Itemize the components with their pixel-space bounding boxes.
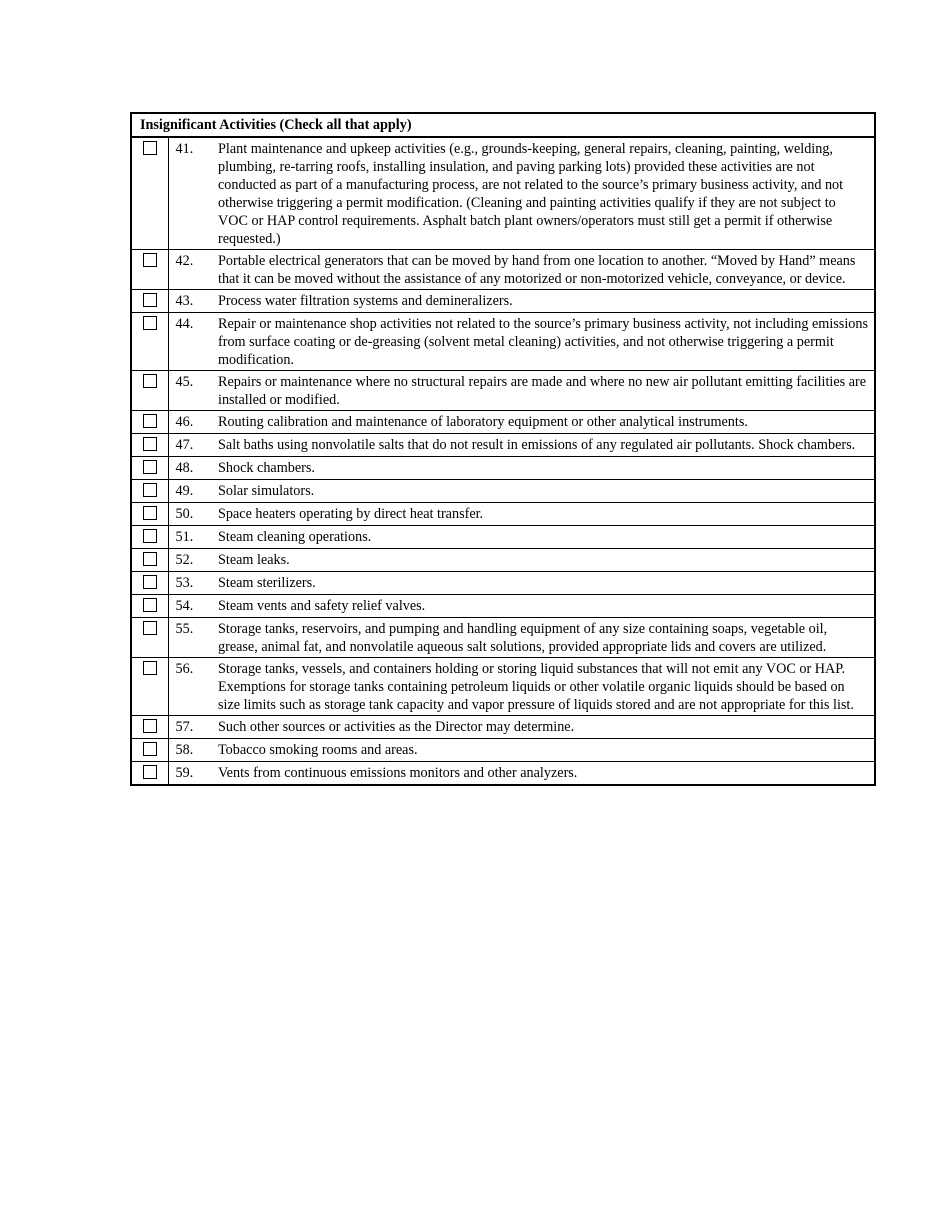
item-description: Process water filtration systems and demineralizers. [218, 290, 875, 313]
activity-row [131, 503, 875, 526]
item-number: 53. [168, 572, 218, 595]
item-description: Repairs or maintenance where no structural repairs are made and where no new air pollutant emitting facilities are installed or modified. [218, 371, 875, 411]
item-description: Vents from continuous emissions monitors and other analyzers. [218, 762, 875, 786]
item-description: Storage tanks, reservoirs, and pumping and handling equipment of any size containing soaps, vegetable oil, grease, animal fat, and nonvolatile aqueous salt solutions, provided appropriate lids and covers are utilized. [218, 618, 875, 658]
checkbox-cell [131, 503, 168, 526]
checkbox-cell [131, 762, 168, 786]
activity-checkbox[interactable] [143, 765, 157, 779]
checkbox-cell [131, 739, 168, 762]
item-description: Such other sources or activities as the Director may determine. [218, 716, 875, 739]
item-number: 42. [168, 250, 218, 290]
item-description: Routing calibration and maintenance of laboratory equipment or other analytical instruments. [218, 411, 875, 434]
activity-checkbox[interactable] [143, 253, 157, 267]
item-number: 41. [168, 137, 218, 250]
activity-row [131, 290, 875, 313]
item-description: Shock chambers. [218, 457, 875, 480]
activity-checkbox[interactable] [143, 437, 157, 451]
table-header: Insignificant Activities (Check all that apply) [131, 113, 875, 137]
item-description: Steam vents and safety relief valves. [218, 595, 875, 618]
activity-row [131, 572, 875, 595]
activity-row [131, 595, 875, 618]
item-number: 45. [168, 371, 218, 411]
checkbox-cell [131, 716, 168, 739]
checkbox-cell [131, 411, 168, 434]
item-number: 54. [168, 595, 218, 618]
activity-checkbox[interactable] [143, 529, 157, 543]
activity-row [131, 480, 875, 503]
activity-row [131, 313, 875, 371]
item-description: Storage tanks, vessels, and containers holding or storing liquid substances that will not emit any VOC or HAP. Exemptions for storage tanks containing petroleum liquids or other volatile organic liquids should be based on size limits such as storage tank capacity and vapor pressure of liquids stored and are not appropriate for this list. [218, 658, 875, 716]
checkbox-cell [131, 480, 168, 503]
checkbox-cell [131, 595, 168, 618]
activity-checkbox[interactable] [143, 414, 157, 428]
activity-row [131, 739, 875, 762]
activity-checkbox[interactable] [143, 141, 157, 155]
item-description: Plant maintenance and upkeep activities (e.g., grounds-keeping, general repairs, cleaning, painting, welding, plumbing, re-tarring roofs, installing insulation, and paving parking lots) provided these activities are not conducted as part of a manufacturing process, are not related to the source’s primary business activity, and not otherwise triggering a permit modification. (Cleaning and painting activities qualify if they are not subject to VOC or HAP control requirements. Asphalt batch plant owners/operators must still get a permit if otherwise requested.) [218, 137, 875, 250]
activity-checkbox[interactable] [143, 374, 157, 388]
activity-row [131, 618, 875, 658]
checkbox-cell [131, 371, 168, 411]
activity-checkbox[interactable] [143, 293, 157, 307]
item-description: Steam leaks. [218, 549, 875, 572]
item-description: Salt baths using nonvolatile salts that do not result in emissions of any regulated air pollutants. Shock chambers. [218, 434, 875, 457]
activity-checkbox[interactable] [143, 598, 157, 612]
item-number: 55. [168, 618, 218, 658]
activity-checkbox[interactable] [143, 661, 157, 675]
item-number: 49. [168, 480, 218, 503]
activity-row [131, 716, 875, 739]
activity-row [131, 526, 875, 549]
item-number: 58. [168, 739, 218, 762]
item-number: 43. [168, 290, 218, 313]
activity-row [131, 250, 875, 290]
item-number: 46. [168, 411, 218, 434]
table-header-row [131, 113, 875, 137]
activity-checkbox[interactable] [143, 719, 157, 733]
activity-row [131, 137, 875, 250]
item-number: 47. [168, 434, 218, 457]
checkbox-cell [131, 290, 168, 313]
checkbox-cell [131, 313, 168, 371]
item-number: 57. [168, 716, 218, 739]
checkbox-cell [131, 618, 168, 658]
activity-row [131, 434, 875, 457]
checkbox-cell [131, 457, 168, 480]
checkbox-cell [131, 526, 168, 549]
checkbox-cell [131, 137, 168, 250]
activity-checkbox[interactable] [143, 552, 157, 566]
activity-checkbox[interactable] [143, 575, 157, 589]
item-number: 50. [168, 503, 218, 526]
item-description: Repair or maintenance shop activities not related to the source’s primary business activity, not including emissions from surface coating or de-greasing (solvent metal cleaning) activities, and not otherwise triggering a permit modification. [218, 313, 875, 371]
item-description: Steam sterilizers. [218, 572, 875, 595]
item-description: Solar simulators. [218, 480, 875, 503]
item-description: Portable electrical generators that can be moved by hand from one location to another. “Moved by Hand” means that it can be moved without the assistance of any motorized or non-motorized vehicle, conveyance, or device. [218, 250, 875, 290]
item-number: 59. [168, 762, 218, 786]
activity-row [131, 371, 875, 411]
activity-checkbox[interactable] [143, 460, 157, 474]
activity-checkbox[interactable] [143, 316, 157, 330]
item-number: 56. [168, 658, 218, 716]
checkbox-cell [131, 250, 168, 290]
activity-checkbox[interactable] [143, 506, 157, 520]
insignificant-activities-table [130, 112, 876, 786]
checkbox-cell [131, 434, 168, 457]
item-description: Space heaters operating by direct heat transfer. [218, 503, 875, 526]
activity-checkbox[interactable] [143, 742, 157, 756]
checkbox-cell [131, 572, 168, 595]
item-number: 52. [168, 549, 218, 572]
item-number: 48. [168, 457, 218, 480]
item-description: Tobacco smoking rooms and areas. [218, 739, 875, 762]
activity-checkbox[interactable] [143, 621, 157, 635]
activity-checkbox[interactable] [143, 483, 157, 497]
activity-row [131, 457, 875, 480]
checkbox-cell [131, 658, 168, 716]
activity-row [131, 762, 875, 786]
activity-row [131, 411, 875, 434]
activity-row [131, 549, 875, 572]
checkbox-cell [131, 549, 168, 572]
activity-row [131, 658, 875, 716]
item-number: 44. [168, 313, 218, 371]
item-description: Steam cleaning operations. [218, 526, 875, 549]
item-number: 51. [168, 526, 218, 549]
